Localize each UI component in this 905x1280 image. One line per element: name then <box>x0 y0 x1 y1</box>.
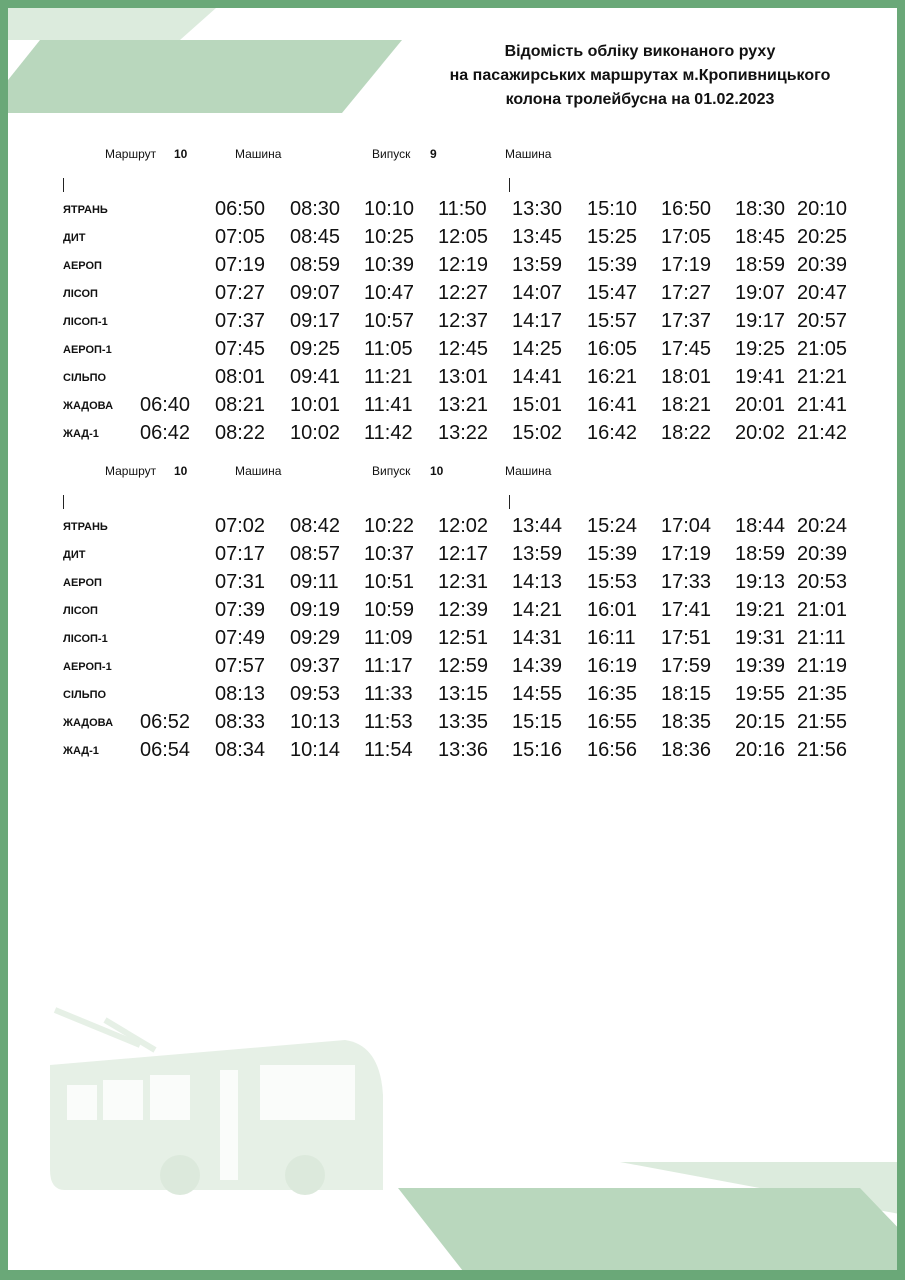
departure-time: 11:53 <box>364 711 413 733</box>
departure-time: 17:05 <box>661 226 712 248</box>
departure-time: 16:35 <box>587 683 638 705</box>
departure-time: 17:51 <box>661 627 712 649</box>
departure-time: 18:59 <box>735 543 786 565</box>
title-line-2: на пасажирських маршрутах м.Кропивницького <box>449 67 831 84</box>
stop-name: ЯТРАНЬ <box>63 521 108 533</box>
departure-time: 09:37 <box>290 655 341 677</box>
departure-time: 08:34 <box>215 739 266 761</box>
departure-time: 10:14 <box>290 739 341 761</box>
departure-time: 07:57 <box>215 655 266 677</box>
departure-time: 14:07 <box>512 282 563 304</box>
departure-time: 06:40 <box>140 394 191 416</box>
departure-time: 16:55 <box>587 711 638 733</box>
departure-time: 12:51 <box>438 627 489 649</box>
departure-time: 20:39 <box>797 254 848 276</box>
departure-time: 13:45 <box>512 226 563 248</box>
route-label: Маршрут <box>105 147 157 161</box>
departure-time: 16:50 <box>661 198 712 220</box>
column-marker <box>509 178 510 192</box>
departure-time: 20:25 <box>797 226 848 248</box>
stop-name: ЖАДОВА <box>63 400 114 412</box>
stop-name: ЛІСОП <box>63 605 98 617</box>
departure-time: 18:01 <box>661 366 712 388</box>
departure-time: 07:17 <box>215 543 266 565</box>
table-row <box>0 512 905 540</box>
departure-time: 16:56 <box>587 739 638 761</box>
stop-name: ЖАД-1 <box>63 745 99 757</box>
departure-time: 18:36 <box>661 739 712 761</box>
table-row <box>0 363 905 391</box>
departure-time: 20:24 <box>797 515 848 537</box>
stop-name: АЕРОП <box>63 260 102 272</box>
column-marker <box>63 495 64 509</box>
departure-time: 07:39 <box>215 599 266 621</box>
departure-time: 06:52 <box>140 711 191 733</box>
departure-time: 10:59 <box>364 599 415 621</box>
departure-time: 15:15 <box>512 711 563 733</box>
departure-time: 13:21 <box>438 394 489 416</box>
departure-time: 18:44 <box>735 515 786 537</box>
route-number: 10 <box>174 464 188 478</box>
departure-time: 13:59 <box>512 254 563 276</box>
stop-name: ДИТ <box>63 232 86 244</box>
route-number: 10 <box>174 147 188 161</box>
departure-time: 21:42 <box>797 422 848 444</box>
departure-time: 10:47 <box>364 282 415 304</box>
trolleybus-silhouette-icon <box>45 1005 390 1205</box>
departure-time: 12:59 <box>438 655 489 677</box>
departure-time: 07:31 <box>215 571 266 593</box>
departure-time: 09:17 <box>290 310 341 332</box>
departure-time: 07:37 <box>215 310 266 332</box>
departure-time: 15:16 <box>512 739 563 761</box>
departure-time: 19:21 <box>735 599 786 621</box>
departure-time: 10:57 <box>364 310 415 332</box>
release-number: 9 <box>430 147 437 161</box>
departure-time: 10:51 <box>364 571 415 593</box>
departure-time: 19:31 <box>735 627 786 649</box>
table-row <box>0 652 905 680</box>
departure-time: 15:53 <box>587 571 638 593</box>
departure-time: 19:55 <box>735 683 786 705</box>
departure-time: 12:45 <box>438 338 489 360</box>
departure-time: 19:13 <box>735 571 786 593</box>
departure-time: 16:11 <box>587 627 636 649</box>
departure-time: 12:17 <box>438 543 489 565</box>
departure-time: 14:39 <box>512 655 563 677</box>
departure-time: 14:13 <box>512 571 563 593</box>
departure-time: 08:57 <box>290 543 341 565</box>
departure-time: 18:35 <box>661 711 712 733</box>
departure-time: 09:11 <box>290 571 339 593</box>
departure-time: 14:17 <box>512 310 563 332</box>
departure-time: 10:01 <box>290 394 341 416</box>
table-row <box>0 419 905 447</box>
departure-time: 11:09 <box>364 627 413 649</box>
departure-time: 09:07 <box>290 282 341 304</box>
car-label-2: Машина <box>505 147 552 161</box>
stop-name: ДИТ <box>63 549 86 561</box>
departure-time: 16:05 <box>587 338 638 360</box>
departure-time: 08:42 <box>290 515 341 537</box>
departure-time: 17:37 <box>661 310 712 332</box>
stop-name: СІЛЬПО <box>63 689 107 701</box>
departure-time: 07:02 <box>215 515 266 537</box>
departure-time: 20:39 <box>797 543 848 565</box>
departure-time: 15:02 <box>512 422 563 444</box>
table-row <box>0 223 905 251</box>
stop-name: ЛІСОП <box>63 288 98 300</box>
departure-time: 21:56 <box>797 739 848 761</box>
departure-time: 17:41 <box>661 599 712 621</box>
stop-name: АЕРОП <box>63 577 102 589</box>
departure-time: 13:36 <box>438 739 489 761</box>
table-row <box>0 680 905 708</box>
table-row <box>0 596 905 624</box>
departure-time: 20:16 <box>735 739 786 761</box>
departure-time: 15:39 <box>587 543 638 565</box>
departure-time: 10:37 <box>364 543 415 565</box>
release-number: 10 <box>430 464 444 478</box>
title-line-1: Відомість обліку виконаного руху <box>504 43 776 60</box>
departure-time: 18:22 <box>661 422 712 444</box>
departure-time: 16:42 <box>587 422 638 444</box>
departure-time: 16:19 <box>587 655 638 677</box>
route-label: Маршрут <box>105 464 157 478</box>
departure-time: 17:27 <box>661 282 712 304</box>
departure-time: 14:55 <box>512 683 563 705</box>
departure-time: 10:25 <box>364 226 415 248</box>
departure-time: 15:47 <box>587 282 638 304</box>
departure-time: 10:02 <box>290 422 341 444</box>
departure-time: 21:41 <box>797 394 848 416</box>
departure-time: 10:13 <box>290 711 341 733</box>
table-row <box>0 335 905 363</box>
departure-time: 17:19 <box>661 543 712 565</box>
departure-time: 21:35 <box>797 683 848 705</box>
departure-time: 10:39 <box>364 254 415 276</box>
car-label: Машина <box>235 464 282 478</box>
departure-time: 16:41 <box>587 394 638 416</box>
departure-time: 12:19 <box>438 254 489 276</box>
departure-time: 21:55 <box>797 711 848 733</box>
departure-time: 13:59 <box>512 543 563 565</box>
stop-name: ЛІСОП-1 <box>63 633 108 645</box>
departure-time: 20:47 <box>797 282 848 304</box>
departure-time: 06:50 <box>215 198 266 220</box>
departure-time: 07:49 <box>215 627 266 649</box>
departure-time: 09:19 <box>290 599 341 621</box>
car-label-2: Машина <box>505 464 552 478</box>
departure-time: 21:21 <box>797 366 848 388</box>
release-label: Випуск <box>372 147 411 161</box>
departure-time: 17:59 <box>661 655 712 677</box>
departure-time: 11:05 <box>364 338 413 360</box>
departure-time: 08:13 <box>215 683 266 705</box>
departure-time: 07:45 <box>215 338 266 360</box>
table-row <box>0 568 905 596</box>
departure-time: 16:01 <box>587 599 638 621</box>
departure-time: 09:41 <box>290 366 341 388</box>
departure-time: 06:54 <box>140 739 191 761</box>
stop-name: ЖАДОВА <box>63 717 114 729</box>
release-label: Випуск <box>372 464 411 478</box>
document-title <box>410 40 870 112</box>
departure-time: 12:31 <box>438 571 489 593</box>
table-row <box>0 279 905 307</box>
departure-time: 15:01 <box>512 394 563 416</box>
table-row <box>0 391 905 419</box>
departure-time: 19:25 <box>735 338 786 360</box>
departure-time: 20:57 <box>797 310 848 332</box>
departure-time: 11:50 <box>438 198 487 220</box>
departure-time: 20:02 <box>735 422 786 444</box>
departure-time: 20:10 <box>797 198 848 220</box>
stop-name: ЯТРАНЬ <box>63 204 108 216</box>
departure-time: 08:45 <box>290 226 341 248</box>
table-row <box>0 708 905 736</box>
departure-time: 15:10 <box>587 198 638 220</box>
departure-time: 21:01 <box>797 599 848 621</box>
departure-time: 13:44 <box>512 515 563 537</box>
departure-time: 06:42 <box>140 422 191 444</box>
stop-name: ЛІСОП-1 <box>63 316 108 328</box>
departure-time: 11:54 <box>364 739 413 761</box>
departure-time: 14:31 <box>512 627 563 649</box>
departure-time: 12:02 <box>438 515 489 537</box>
departure-time: 10:22 <box>364 515 415 537</box>
departure-time: 13:35 <box>438 711 489 733</box>
departure-time: 19:41 <box>735 366 786 388</box>
table-row <box>0 195 905 223</box>
departure-time: 17:33 <box>661 571 712 593</box>
departure-time: 15:25 <box>587 226 638 248</box>
departure-time: 18:15 <box>661 683 712 705</box>
table-row <box>0 736 905 764</box>
table-row <box>0 540 905 568</box>
stop-name: ЖАД-1 <box>63 428 99 440</box>
table-row <box>0 624 905 652</box>
stop-name: АЕРОП-1 <box>63 344 112 356</box>
departure-time: 12:05 <box>438 226 489 248</box>
departure-time: 19:07 <box>735 282 786 304</box>
table-row <box>0 251 905 279</box>
departure-time: 11:42 <box>364 422 413 444</box>
departure-time: 21:11 <box>797 627 846 649</box>
departure-time: 19:17 <box>735 310 786 332</box>
departure-time: 13:22 <box>438 422 489 444</box>
departure-time: 07:27 <box>215 282 266 304</box>
departure-time: 12:39 <box>438 599 489 621</box>
departure-time: 18:45 <box>735 226 786 248</box>
departure-time: 16:21 <box>587 366 638 388</box>
departure-time: 18:30 <box>735 198 786 220</box>
departure-time: 17:04 <box>661 515 712 537</box>
departure-time: 10:10 <box>364 198 415 220</box>
departure-time: 15:39 <box>587 254 638 276</box>
departure-time: 20:01 <box>735 394 786 416</box>
departure-time: 19:39 <box>735 655 786 677</box>
departure-time: 09:29 <box>290 627 341 649</box>
departure-time: 08:22 <box>215 422 266 444</box>
departure-time: 14:41 <box>512 366 563 388</box>
departure-time: 18:21 <box>661 394 712 416</box>
title-line-3: колона тролейбусна на 01.02.2023 <box>505 91 775 108</box>
departure-time: 12:37 <box>438 310 489 332</box>
departure-time: 14:21 <box>512 599 563 621</box>
departure-time: 08:01 <box>215 366 266 388</box>
departure-time: 13:15 <box>438 683 489 705</box>
departure-time: 17:45 <box>661 338 712 360</box>
car-label: Машина <box>235 147 282 161</box>
column-marker <box>509 495 510 509</box>
departure-time: 20:15 <box>735 711 786 733</box>
departure-time: 07:19 <box>215 254 266 276</box>
departure-time: 21:05 <box>797 338 848 360</box>
departure-time: 18:59 <box>735 254 786 276</box>
departure-time: 08:33 <box>215 711 266 733</box>
departure-time: 21:19 <box>797 655 848 677</box>
departure-time: 09:53 <box>290 683 341 705</box>
table-row <box>0 307 905 335</box>
departure-time: 07:05 <box>215 226 266 248</box>
departure-time: 08:21 <box>215 394 266 416</box>
departure-time: 08:30 <box>290 198 341 220</box>
departure-time: 13:30 <box>512 198 563 220</box>
departure-time: 11:33 <box>364 683 413 705</box>
departure-time: 11:41 <box>364 394 413 416</box>
departure-time: 15:57 <box>587 310 638 332</box>
departure-time: 11:17 <box>364 655 413 677</box>
departure-time: 09:25 <box>290 338 341 360</box>
departure-time: 20:53 <box>797 571 848 593</box>
departure-time: 11:21 <box>364 366 413 388</box>
departure-time: 17:19 <box>661 254 712 276</box>
departure-time: 14:25 <box>512 338 563 360</box>
column-marker <box>63 178 64 192</box>
stop-name: СІЛЬПО <box>63 372 107 384</box>
departure-time: 13:01 <box>438 366 489 388</box>
departure-time: 08:59 <box>290 254 341 276</box>
departure-time: 15:24 <box>587 515 638 537</box>
stop-name: АЕРОП-1 <box>63 661 112 673</box>
departure-time: 12:27 <box>438 282 489 304</box>
